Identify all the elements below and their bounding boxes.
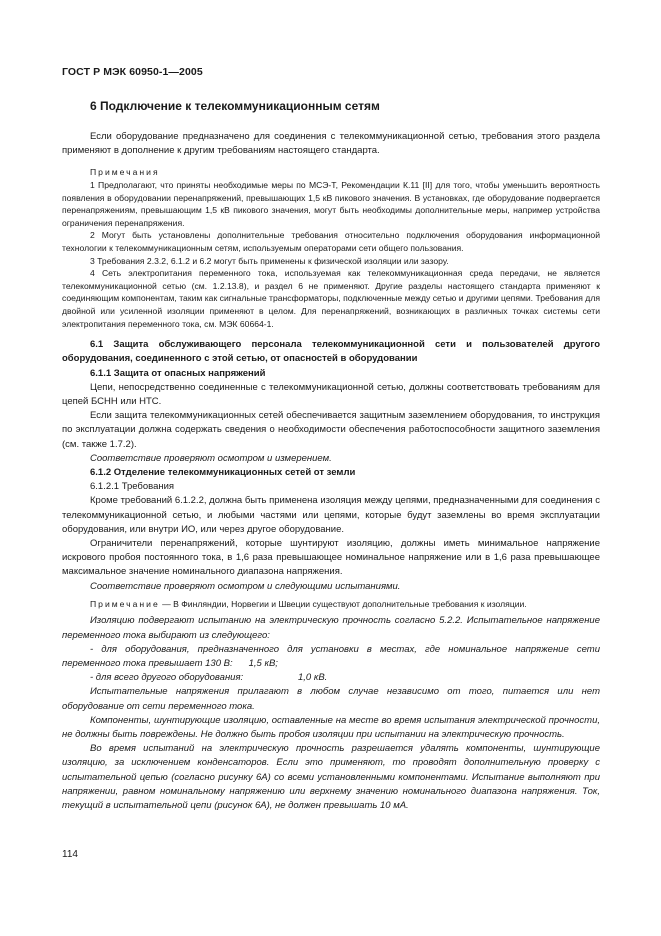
notes-label [62, 166, 600, 179]
test-item-2-text: - для всего другого оборудования: [90, 672, 244, 684]
intro-paragraph: Если оборудование предназначено для соединения с телекоммуникационной сетью, требования этого раздела применяют в дополнение к другим требованиям настоящего стандарта. [62, 131, 600, 157]
section-6-1-1-paragraph-2: Если защита телекоммуникационных сетей обеспечивается защитным заземлением оборудования, то инструкция по эксплуатации должна содержать сведения о необходимости обеспечения работоспособности защитного заземления (см. также 1.7.2). [62, 410, 600, 450]
section-6-1-2-1-paragraph-1: Кроме требований 6.1.2.2, должна быть применена изоляция между цепями, предназначенными для соединения с телекоммуникационной сетью, и любыми частями или цепями, которые будут заземлены во время эксплуатации оборудования, или внутри ИО, или через другое оборудование. [62, 495, 600, 535]
note-3: 3 Требования 2.3.2, 6.1.2 и 6.2 могут быть применены к физической изоляции или зазору. [90, 255, 449, 266]
section-6-1-2-1-title: 6.1.2.1 Требования [90, 481, 175, 493]
section-6-1-1-compliance: Соответствие проверяют осмотром и измерением. [90, 452, 332, 464]
document-header: ГОСТ Р МЭК 60950-1—2005 [62, 66, 203, 78]
test-item-1-text: - для оборудования, предназначенного для установки в местах, где номинальное напряжение сети переменного тока превышает 130 В: [62, 643, 600, 669]
test-item-2 [62, 671, 600, 685]
section-6-1-1-title: 6.1.1 Защита от опасных напряжений [90, 367, 266, 379]
section-6-1-2-1-paragraph-2: Ограничители перенапряжений, которые шунтируют изоляцию, должны иметь минимальное напряжение искрового пробоя постоянного тока, в 1,6 раза превышающее номинальное напряжение или в 1,6 раза превышающее максимальное значение номинального диапазона напряжения. [62, 537, 600, 578]
notes-label-text: Примечания [90, 167, 160, 178]
note-4: 4 Сеть электропитания переменного тока, используемая как телекоммуникационная среда передачи, не является телекоммуникационной сетью (см. 1.2.13.8), и раздел 6 не применяют. Другие разделы настоящего стандарта применяют к соединяющим компонентам, таким как сигнальные трансформаторы, подключенные между сетью и другими цепями. Требования для двойной или усиленной изоляции применяют в целом. Для перенапряжений, возникающих в различных точках системы сети электропитания переменного тока, см. МЭК 60664-1. [62, 268, 600, 329]
test-paragraph-4: Во время испытаний на электрическую прочность разрешается удалять компоненты, шунтирующие изоляцию, за исключением конденсаторов. Если это применяют, то проводят дополнительную проверку с испытательной цепью (согласно рисунку 6А) со всеми установленными компонентами. Испытание выполняют при напряжении, равном номинальному напряжению или верхнему значению номинального диапазона напряжения. Ток, текущий в испытательной цепи (рисунок 6А), не должен превышать 10 мА. [62, 743, 600, 812]
test-paragraph-3: Компоненты, шунтирующие изоляцию, оставленные на месте во время испытания электрической прочности, не должны быть повреждены. Не должно быть пробоя изоляции при испытании на электрическую прочность. [62, 714, 600, 740]
single-note-text: — В Финляндии, Норвегии и Швеции существуют дополнительные требования к изоляции. [159, 598, 527, 609]
section-6-1-2-title: 6.1.2 Отделение телекоммуникационных сетей от земли [90, 466, 356, 478]
test-item-2-value: 1,0 кВ. [298, 672, 328, 684]
test-item-1-value: 1,5 кВ; [248, 657, 278, 669]
single-note [62, 598, 600, 611]
page-number: 114 [62, 849, 78, 860]
section-6-1-1-paragraph-1: Цепи, непосредственно соединенные с телекоммуникационной сетью, должны соответствовать требованиям для цепей БСНН или НТС. [62, 381, 600, 407]
single-note-label: Примечание [90, 598, 160, 609]
note-1: 1 Предполагают, что приняты необходимые меры по МСЭ-Т, Рекомендации К.11 [II] для того, чтобы уменьшить вероятность появления в оборудовании перенапряжений, превышающих 1,5 кВ пикового значения. В установках, где оборудование подвергается перенапряжениям, превышающим 1,5 кВ пикового значения, могут быть необходимы дополнительные меры, например устройства ограничения перенапряжения. [62, 180, 600, 228]
section-title: 6 Подключение к телекоммуникационным сетям [90, 99, 380, 113]
test-paragraph-2: Испытательные напряжения прилагают в любом случае независимо от того, питается или нет оборудование от сети переменного тока. [62, 686, 600, 712]
section-6-1-title: 6.1 Защита обслуживающего персонала телекоммуникационной сети и пользователей другого оборудования, соединенного с этой сетью, от опасностей в оборудовании [62, 339, 600, 365]
test-paragraph-1: Изоляцию подвергают испытанию на электрическую прочность согласно 5.2.2. Испытательное напряжение переменного тока выбирают из следующего: [62, 615, 600, 641]
note-2: 2 Могут быть установлены дополнительные требования относительно подключения оборудования информационной технологии к телекоммуникационным сетям, используемым операторами сети общего пользования. [62, 230, 600, 253]
page-content [62, 98, 600, 813]
test-item-1 [62, 643, 600, 671]
section-6-1-2-1-compliance: Соответствие проверяют осмотром и следующими испытаниями. [90, 580, 401, 592]
